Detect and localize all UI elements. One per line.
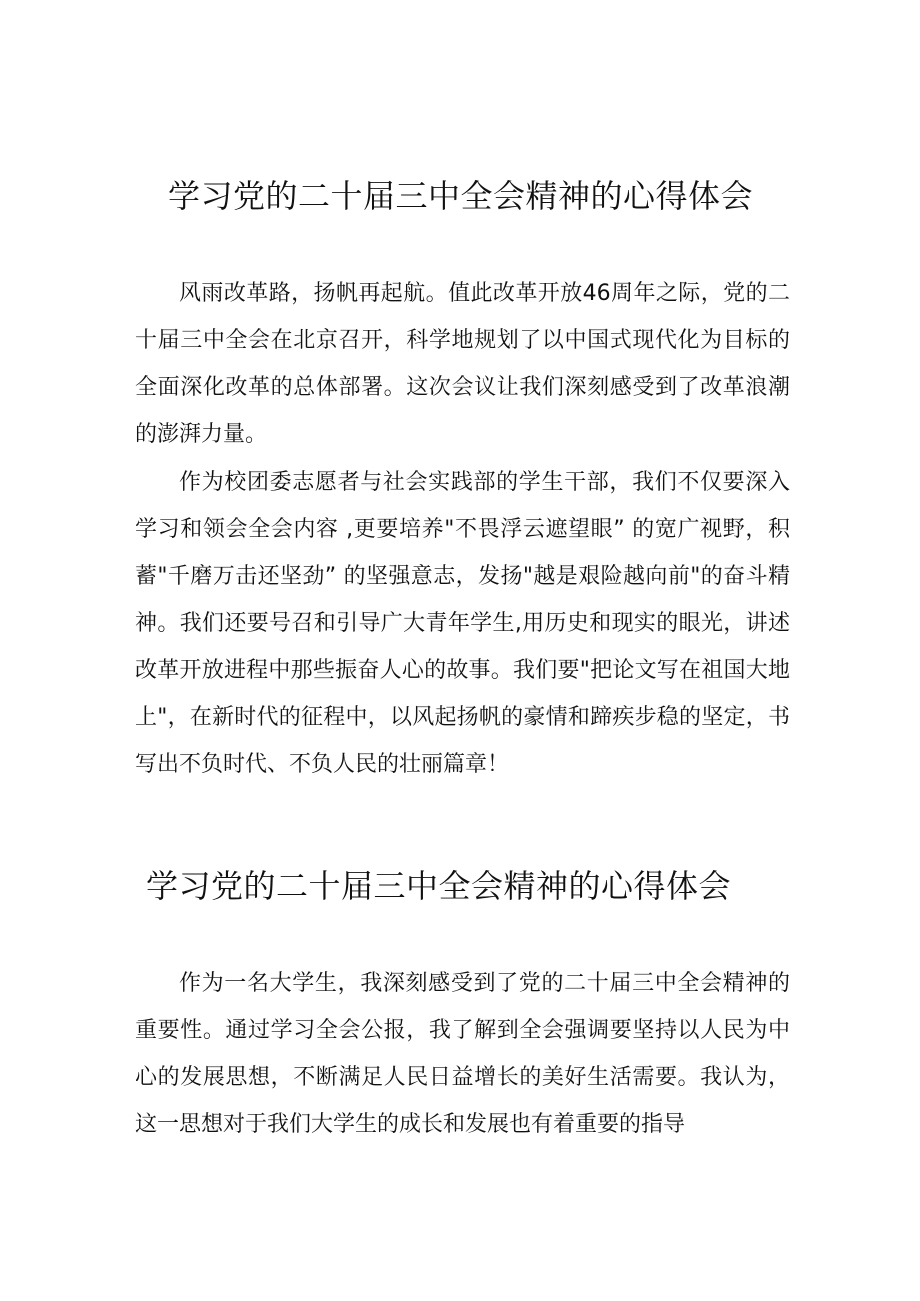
section-title: 学习党的二十届三中全会精神的心得体会 [146, 867, 732, 905]
section-title: 学习党的二十届三中全会精神的心得体会 [168, 177, 754, 215]
body-paragraph: 作为校团委志愿者与社会实践部的学生干部，我们不仅要深入学习和领会全会内容 ,更要培养"不畏浮云遮望眼” 的宽广视野，积蓄"千磨万击还坚劲” 的坚强意志，发扬"越是艰险越向前"的奋斗精神。我们还要号召和引导广大青年学生,用历史和现实的眼光，讲述改革开放进程中那些振奋人心的故事。我们要"把论文写在祖国大地上"，在新时代的征程中，以风起扬帆的豪情和蹄疾步稳的坚定，书写出不负时代、不负人民的壮丽篇章！ [135, 470, 790, 777]
body-paragraph: 风雨改革路，扬帆再起航。值此改革开放46周年之际，党的二十届三中全会在北京召开，科学地规划了以中国式现代化为目标的全面深化改革的总体部署。这次会议让我们深刻感受到了改革浪潮的澎湃力量。 [135, 281, 790, 447]
body-paragraph: 作为一名大学生，我深刻感受到了党的二十届三中全会精神的重要性。通过学习全会公报，我了解到全会强调要坚持以人民为中心的发展思想，不断满足人民日益增长的美好生活需要。我认为，这一思想对于我们大学生的成长和发展也有着重要的指导 [135, 971, 790, 1137]
